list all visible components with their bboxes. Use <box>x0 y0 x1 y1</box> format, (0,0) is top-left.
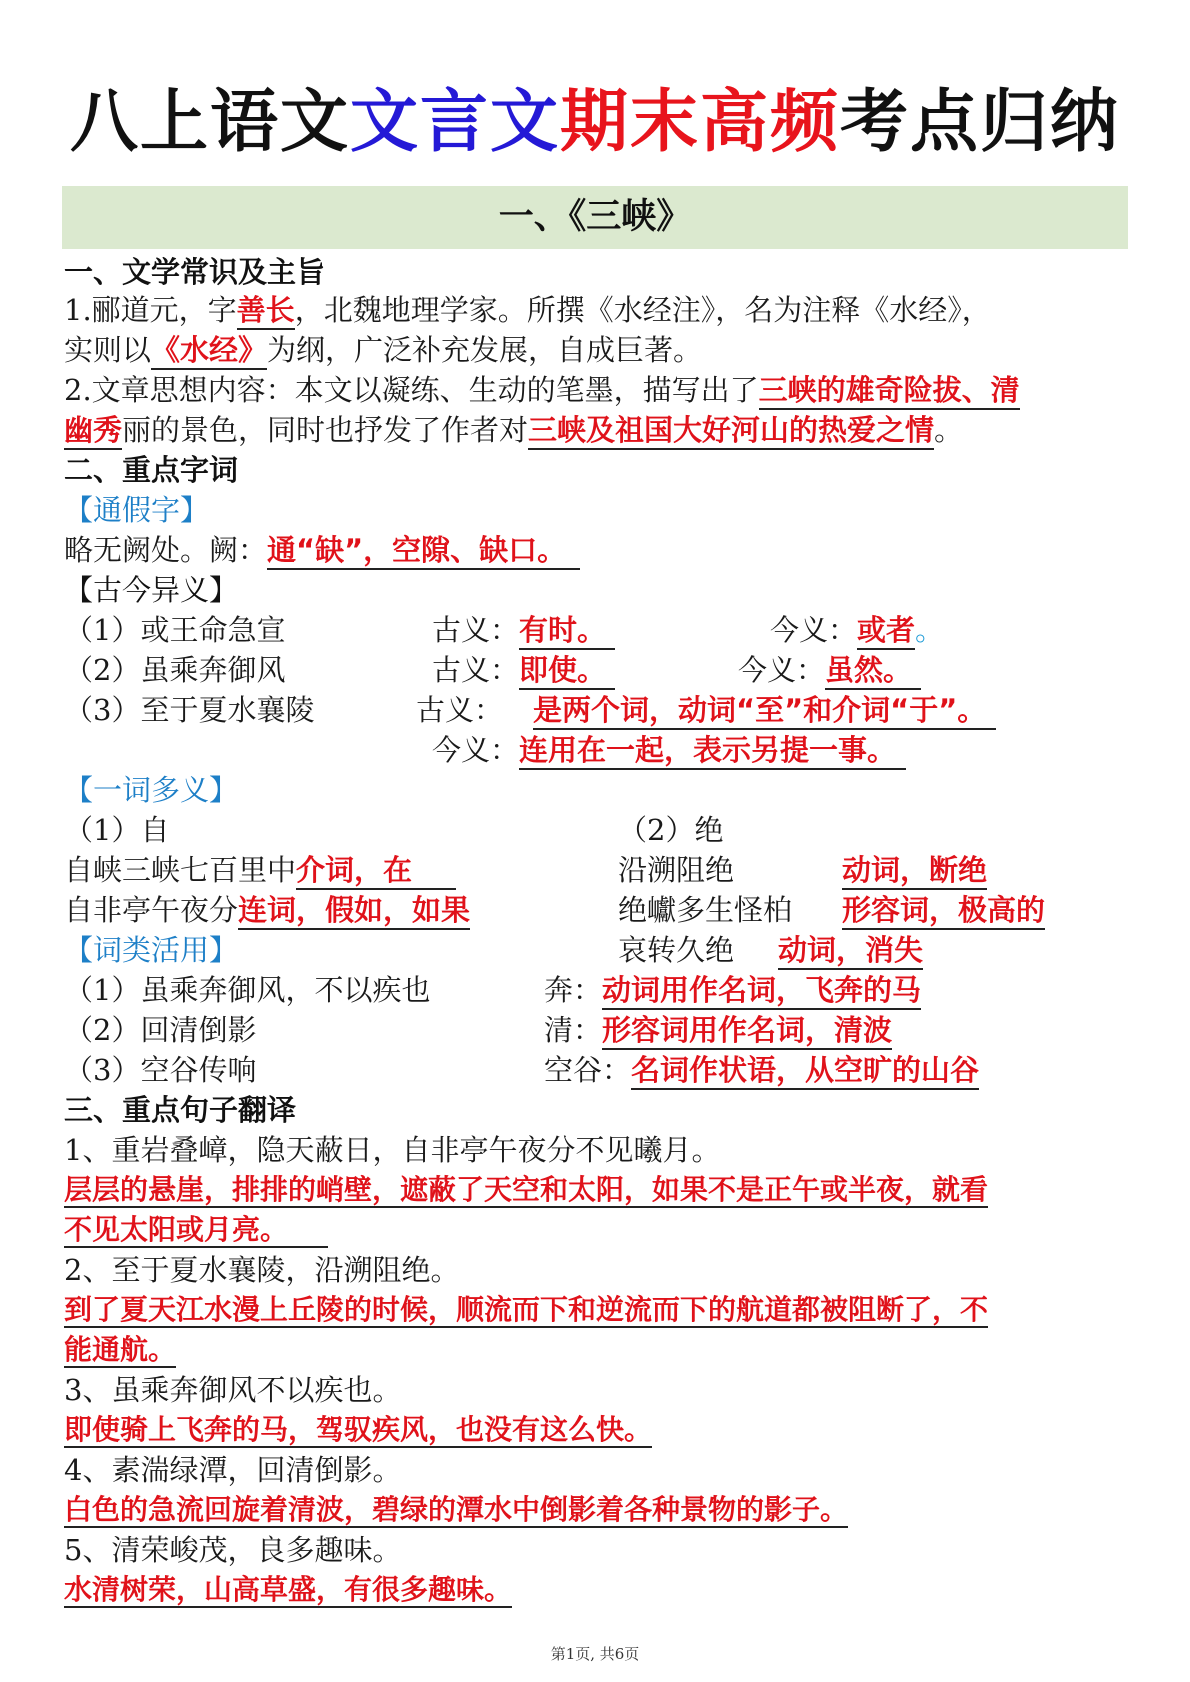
answer-blank: 即使。 <box>519 652 615 690</box>
translation-question: 4、素湍绿潭，回清倒影。 <box>64 1453 402 1487</box>
translation-answer-line: 到了夏天江水漫上丘陵的时候，顺流而下和逆流而下的航道都被阻断了，不 <box>64 1293 989 1326</box>
translation-question: 1、重岩叠嶂，隐天蔽日，自非亭午夜分不见曦月。 <box>64 1133 721 1167</box>
title-part-4: 考点归纳 <box>840 83 1121 162</box>
duoyi-label: 【一词多义】 <box>64 773 239 807</box>
translation-answer-line: 水清树荣，山高草盛，有很多趣味。 <box>64 1573 513 1606</box>
answer-blank: 三峡及祖国大好河山的热爱之情 <box>528 412 934 450</box>
duoyi-item: 哀转久绝 <box>618 933 735 967</box>
gujin-new-meaning: 今义：连用在一起，表示另提一事。 <box>432 730 906 770</box>
duoyi-word-1: （1）自 <box>64 813 170 847</box>
huoyong-answer: 清：形容词用作名词，清波 <box>544 1010 892 1050</box>
duoyi-item: 自峡三峡七百里中介词，在 <box>64 850 456 890</box>
duoyi-item: 绝巘多生怪柏 <box>618 893 793 927</box>
duoyi-item: 沿溯阻绝 <box>618 853 735 887</box>
huoyong-question: （2）回清倒影 <box>64 1013 257 1047</box>
gujin-new-meaning: 今义：或者。 <box>770 610 944 650</box>
gujin-old-meaning: 古义：有时。 <box>432 610 615 650</box>
translation-question: 3、虽乘奔御风不以疾也。 <box>64 1373 402 1407</box>
translation-question: 5、清荣峻茂，良多趣味。 <box>64 1533 402 1567</box>
huoyong-label: 【词类活用】 <box>64 933 239 967</box>
section-2-heading: 二、重点字词 <box>64 453 239 487</box>
answer-blank: 虽然。 <box>825 652 921 690</box>
translation-question: 2、至于夏水襄陵，沿溯阻绝。 <box>64 1253 460 1287</box>
gujin-question: （3）至于夏水襄陵 <box>64 693 315 727</box>
section-1-heading: 一、文学常识及主旨 <box>64 255 326 289</box>
gujin-label: 【古今异义】 <box>64 573 239 607</box>
answer-blank: 有时。 <box>519 612 615 650</box>
translation-answer-line: 层层的悬崖，排排的峭壁，遮蔽了天空和太阳，如果不是正午或半夜，就看 <box>64 1173 989 1206</box>
huoyong-answer: 空谷：名词作状语，从空旷的山谷 <box>544 1050 979 1090</box>
answer-blank: 连词，假如，如果 <box>238 892 470 930</box>
gujin-question: （1）或王命急宣 <box>64 613 286 647</box>
gujin-new-meaning: 今义：虽然。 <box>738 650 921 690</box>
page-number: 第1页, 共6页 <box>550 1645 640 1663</box>
page-title <box>0 78 1190 168</box>
lesson-banner: 一、《三峡》 <box>62 186 1128 249</box>
answer-blank: 善长 <box>237 292 295 330</box>
translation-answer-line: 白色的急流回旋着清波，碧绿的潭水中倒影着各种景物的影子。 <box>64 1493 849 1526</box>
s1-paragraph-2-line-2: 幽秀丽的景色，同时也抒发了作者对三峡及祖国大好河山的热爱之情。 <box>64 410 1134 450</box>
title-part-3: 期末高频 <box>560 83 841 162</box>
answer-blank: 名词作状语，从空旷的山谷 <box>631 1052 979 1090</box>
duoyi-word-2: （2）绝 <box>618 813 724 847</box>
gujin-old-meaning: 古义： 是两个词，动词“至”和介词“于”。 <box>416 690 996 730</box>
s1-paragraph-2-line-1: 2.文章思想内容：本文以凝练、生动的笔墨，描写出了三峡的雄奇险拔、清 <box>64 370 1134 410</box>
title-part-2: 文言文 <box>349 83 560 162</box>
answer-blank: 介词，在 <box>296 852 456 890</box>
answer-blank: 是两个词，动词“至”和介词“于”。 <box>533 692 996 730</box>
answer-blank: 三峡的雄奇险拔、清 <box>759 372 1020 410</box>
answer-blank: 动词用作名词，飞奔的马 <box>602 972 921 1010</box>
duoyi-answer <box>842 890 1045 930</box>
section-3-heading: 三、重点句子翻译 <box>64 1093 297 1127</box>
duoyi-item: 自非亭午夜分连词，假如，如果 <box>64 890 470 930</box>
answer-blank: 动词，断绝 <box>842 852 987 890</box>
title-part-1: 八上语文 <box>69 83 350 162</box>
answer-blank: 形容词用作名词，清波 <box>602 1012 892 1050</box>
tongjiazi-label: 【通假字】 <box>64 493 210 527</box>
translation-answer-line: 即使骑上飞奔的马，驾驭疾风，也没有这么快。 <box>64 1413 653 1446</box>
answer-blank: 或者 <box>857 612 915 650</box>
huoyong-question: （3）空谷传响 <box>64 1053 257 1087</box>
answer-blank: 动词，消失 <box>778 932 923 970</box>
translation-answer-line: 不见太阳或月亮。 <box>64 1210 1130 1250</box>
answer-blank: 连用在一起，表示另提一事。 <box>519 732 906 770</box>
translation-answer-line: 能通航。 <box>64 1333 177 1366</box>
huoyong-answer: 奔：动词用作名词，飞奔的马 <box>544 970 921 1010</box>
gujin-old-meaning: 古义：即使。 <box>432 650 615 690</box>
gujin-question: （2）虽乘奔御风 <box>64 653 286 687</box>
tongjiazi-item: 略无阙处。阙：通“缺”，空隙、缺口。 <box>64 530 1134 570</box>
answer-blank: 形容词，极高的 <box>842 892 1045 930</box>
answer-blank: 幽秀 <box>64 412 122 450</box>
answer-blank: 通“缺”，空隙、缺口。 <box>267 532 580 570</box>
huoyong-question: （1）虽乘奔御风，不以疾也 <box>64 973 431 1007</box>
duoyi-answer <box>842 850 987 890</box>
s1-paragraph-1-line-2: 实则以《水经》为纲，广泛补充发展，自成巨著。 <box>64 330 1134 370</box>
answer-blank: 《水经》 <box>151 332 267 370</box>
duoyi-answer <box>778 930 923 970</box>
s1-paragraph-1-line-1: 1.郦道元，字善长，北魏地理学家。所撰《水经注》，名为注释《水经》， <box>64 290 1134 330</box>
